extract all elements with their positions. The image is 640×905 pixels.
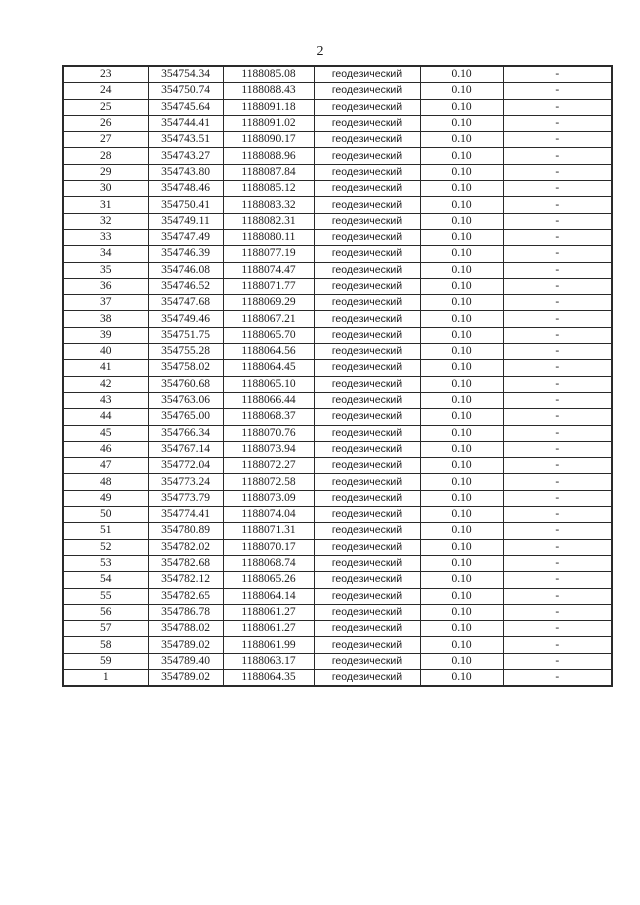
description-cell: - [503, 164, 612, 180]
description-cell: - [503, 197, 612, 213]
x-coordinate-cell: 354789.02 [148, 637, 223, 653]
point-number-cell: 36 [63, 278, 148, 294]
method-cell: геодезический [314, 132, 420, 148]
description-cell: - [503, 148, 612, 164]
x-coordinate-cell: 354774.41 [148, 507, 223, 523]
table-row [63, 523, 612, 539]
point-number-cell: 25 [63, 99, 148, 115]
method-cell: геодезический [314, 181, 420, 197]
y-coordinate-cell: 1188088.96 [223, 148, 314, 164]
method-cell: геодезический [314, 474, 420, 490]
y-coordinate-cell: 1188068.74 [223, 555, 314, 571]
point-number-cell: 34 [63, 246, 148, 262]
accuracy-cell: 0.10 [420, 262, 503, 278]
table-row [63, 604, 612, 620]
description-cell: - [503, 246, 612, 262]
method-cell: геодезический [314, 327, 420, 343]
description-cell: - [503, 539, 612, 555]
table-row [63, 229, 612, 245]
table-row [63, 262, 612, 278]
point-number-cell: 41 [63, 360, 148, 376]
accuracy-cell: 0.10 [420, 148, 503, 164]
accuracy-cell: 0.10 [420, 490, 503, 506]
method-cell: геодезический [314, 66, 420, 83]
description-cell: - [503, 344, 612, 360]
method-cell: геодезический [314, 409, 420, 425]
x-coordinate-cell: 354751.75 [148, 327, 223, 343]
x-coordinate-cell: 354766.34 [148, 425, 223, 441]
method-cell: геодезический [314, 83, 420, 99]
description-cell: - [503, 311, 612, 327]
accuracy-cell: 0.10 [420, 539, 503, 555]
description-cell: - [503, 392, 612, 408]
method-cell: геодезический [314, 344, 420, 360]
table-row [63, 213, 612, 229]
y-coordinate-cell: 1188070.76 [223, 425, 314, 441]
point-number-cell: 52 [63, 539, 148, 555]
method-cell: геодезический [314, 376, 420, 392]
description-cell: - [503, 115, 612, 131]
description-cell: - [503, 572, 612, 588]
point-number-cell: 59 [63, 653, 148, 669]
accuracy-cell: 0.10 [420, 83, 503, 99]
method-cell: геодезический [314, 262, 420, 278]
x-coordinate-cell: 354772.04 [148, 458, 223, 474]
page-number: 2 [316, 44, 324, 59]
y-coordinate-cell: 1188091.18 [223, 99, 314, 115]
method-cell: геодезический [314, 392, 420, 408]
description-cell: - [503, 669, 612, 686]
method-cell: геодезический [314, 653, 420, 669]
accuracy-cell: 0.10 [420, 604, 503, 620]
description-cell: - [503, 409, 612, 425]
point-number-cell: 1 [63, 669, 148, 686]
accuracy-cell: 0.10 [420, 474, 503, 490]
y-coordinate-cell: 1188064.14 [223, 588, 314, 604]
accuracy-cell: 0.10 [420, 164, 503, 180]
y-coordinate-cell: 1188061.99 [223, 637, 314, 653]
point-number-cell: 49 [63, 490, 148, 506]
table-row [63, 83, 612, 99]
point-number-cell: 45 [63, 425, 148, 441]
table-row [63, 181, 612, 197]
description-cell: - [503, 555, 612, 571]
description-cell: - [503, 213, 612, 229]
table-row [63, 409, 612, 425]
y-coordinate-cell: 1188077.19 [223, 246, 314, 262]
table-row [63, 360, 612, 376]
table-row [63, 99, 612, 115]
method-cell: геодезический [314, 523, 420, 539]
method-cell: геодезический [314, 588, 420, 604]
accuracy-cell: 0.10 [420, 181, 503, 197]
method-cell: геодезический [314, 295, 420, 311]
method-cell: геодезический [314, 490, 420, 506]
accuracy-cell: 0.10 [420, 376, 503, 392]
table-row [63, 653, 612, 669]
x-coordinate-cell: 354765.00 [148, 409, 223, 425]
point-number-cell: 53 [63, 555, 148, 571]
description-cell: - [503, 132, 612, 148]
description-cell: - [503, 474, 612, 490]
y-coordinate-cell: 1188073.09 [223, 490, 314, 506]
method-cell: геодезический [314, 311, 420, 327]
accuracy-cell: 0.10 [420, 197, 503, 213]
accuracy-cell: 0.10 [420, 458, 503, 474]
method-cell: геодезический [314, 99, 420, 115]
point-number-cell: 32 [63, 213, 148, 229]
x-coordinate-cell: 354789.02 [148, 669, 223, 686]
description-cell: - [503, 604, 612, 620]
point-number-cell: 54 [63, 572, 148, 588]
method-cell: геодезический [314, 572, 420, 588]
point-number-cell: 56 [63, 604, 148, 620]
accuracy-cell: 0.10 [420, 295, 503, 311]
x-coordinate-cell: 354789.40 [148, 653, 223, 669]
description-cell: - [503, 458, 612, 474]
description-cell: - [503, 621, 612, 637]
table-row [63, 507, 612, 523]
accuracy-cell: 0.10 [420, 425, 503, 441]
point-number-cell: 28 [63, 148, 148, 164]
x-coordinate-cell: 354746.08 [148, 262, 223, 278]
accuracy-cell: 0.10 [420, 360, 503, 376]
x-coordinate-cell: 354773.79 [148, 490, 223, 506]
table-row [63, 425, 612, 441]
description-cell: - [503, 490, 612, 506]
point-number-cell: 30 [63, 181, 148, 197]
method-cell: геодезический [314, 246, 420, 262]
method-cell: геодезический [314, 278, 420, 294]
x-coordinate-cell: 354754.34 [148, 66, 223, 83]
method-cell: геодезический [314, 115, 420, 131]
point-number-cell: 55 [63, 588, 148, 604]
y-coordinate-cell: 1188068.37 [223, 409, 314, 425]
accuracy-cell: 0.10 [420, 246, 503, 262]
y-coordinate-cell: 1188085.12 [223, 181, 314, 197]
y-coordinate-cell: 1188065.70 [223, 327, 314, 343]
accuracy-cell: 0.10 [420, 572, 503, 588]
coordinates-table [62, 65, 613, 687]
method-cell: геодезический [314, 425, 420, 441]
description-cell: - [503, 523, 612, 539]
method-cell: геодезический [314, 669, 420, 686]
accuracy-cell: 0.10 [420, 344, 503, 360]
x-coordinate-cell: 354745.64 [148, 99, 223, 115]
accuracy-cell: 0.10 [420, 213, 503, 229]
x-coordinate-cell: 354767.14 [148, 441, 223, 457]
accuracy-cell: 0.10 [420, 669, 503, 686]
accuracy-cell: 0.10 [420, 441, 503, 457]
accuracy-cell: 0.10 [420, 66, 503, 83]
table-row [63, 572, 612, 588]
point-number-cell: 50 [63, 507, 148, 523]
x-coordinate-cell: 354748.46 [148, 181, 223, 197]
description-cell: - [503, 278, 612, 294]
table-row [63, 344, 612, 360]
x-coordinate-cell: 354747.68 [148, 295, 223, 311]
point-number-cell: 46 [63, 441, 148, 457]
y-coordinate-cell: 1188061.27 [223, 604, 314, 620]
description-cell: - [503, 327, 612, 343]
x-coordinate-cell: 354782.68 [148, 555, 223, 571]
x-coordinate-cell: 354743.27 [148, 148, 223, 164]
table-row [63, 588, 612, 604]
method-cell: геодезический [314, 164, 420, 180]
point-number-cell: 27 [63, 132, 148, 148]
point-number-cell: 26 [63, 115, 148, 131]
accuracy-cell: 0.10 [420, 115, 503, 131]
accuracy-cell: 0.10 [420, 523, 503, 539]
accuracy-cell: 0.10 [420, 132, 503, 148]
x-coordinate-cell: 354788.02 [148, 621, 223, 637]
table-row [63, 295, 612, 311]
point-number-cell: 23 [63, 66, 148, 83]
accuracy-cell: 0.10 [420, 588, 503, 604]
y-coordinate-cell: 1188083.32 [223, 197, 314, 213]
accuracy-cell: 0.10 [420, 637, 503, 653]
y-coordinate-cell: 1188064.56 [223, 344, 314, 360]
x-coordinate-cell: 354786.78 [148, 604, 223, 620]
y-coordinate-cell: 1188074.47 [223, 262, 314, 278]
table-row [63, 669, 612, 686]
y-coordinate-cell: 1188070.17 [223, 539, 314, 555]
point-number-cell: 57 [63, 621, 148, 637]
y-coordinate-cell: 1188082.31 [223, 213, 314, 229]
table-row [63, 474, 612, 490]
method-cell: геодезический [314, 360, 420, 376]
description-cell: - [503, 262, 612, 278]
y-coordinate-cell: 1188080.11 [223, 229, 314, 245]
method-cell: геодезический [314, 197, 420, 213]
table-row [63, 392, 612, 408]
table-row [63, 197, 612, 213]
point-number-cell: 47 [63, 458, 148, 474]
description-cell: - [503, 441, 612, 457]
point-number-cell: 37 [63, 295, 148, 311]
x-coordinate-cell: 354782.65 [148, 588, 223, 604]
x-coordinate-cell: 354749.46 [148, 311, 223, 327]
table-row [63, 621, 612, 637]
x-coordinate-cell: 354750.41 [148, 197, 223, 213]
accuracy-cell: 0.10 [420, 99, 503, 115]
accuracy-cell: 0.10 [420, 311, 503, 327]
y-coordinate-cell: 1188091.02 [223, 115, 314, 131]
accuracy-cell: 0.10 [420, 278, 503, 294]
y-coordinate-cell: 1188065.26 [223, 572, 314, 588]
accuracy-cell: 0.10 [420, 621, 503, 637]
x-coordinate-cell: 354746.52 [148, 278, 223, 294]
point-number-cell: 33 [63, 229, 148, 245]
description-cell: - [503, 507, 612, 523]
table-row [63, 278, 612, 294]
table-row [63, 164, 612, 180]
accuracy-cell: 0.10 [420, 327, 503, 343]
method-cell: геодезический [314, 148, 420, 164]
table-row [63, 115, 612, 131]
description-cell: - [503, 181, 612, 197]
table-row [63, 539, 612, 555]
y-coordinate-cell: 1188069.29 [223, 295, 314, 311]
x-coordinate-cell: 354749.11 [148, 213, 223, 229]
y-coordinate-cell: 1188064.35 [223, 669, 314, 686]
description-cell: - [503, 376, 612, 392]
accuracy-cell: 0.10 [420, 555, 503, 571]
point-number-cell: 38 [63, 311, 148, 327]
method-cell: геодезический [314, 539, 420, 555]
y-coordinate-cell: 1188071.77 [223, 278, 314, 294]
table-row [63, 490, 612, 506]
point-number-cell: 51 [63, 523, 148, 539]
table-row [63, 555, 612, 571]
x-coordinate-cell: 354755.28 [148, 344, 223, 360]
table-row [63, 458, 612, 474]
accuracy-cell: 0.10 [420, 507, 503, 523]
table-row [63, 148, 612, 164]
table-row [63, 132, 612, 148]
x-coordinate-cell: 354758.02 [148, 360, 223, 376]
x-coordinate-cell: 354782.02 [148, 539, 223, 555]
x-coordinate-cell: 354763.06 [148, 392, 223, 408]
description-cell: - [503, 360, 612, 376]
method-cell: геодезический [314, 229, 420, 245]
point-number-cell: 58 [63, 637, 148, 653]
y-coordinate-cell: 1188088.43 [223, 83, 314, 99]
description-cell: - [503, 425, 612, 441]
description-cell: - [503, 66, 612, 83]
accuracy-cell: 0.10 [420, 229, 503, 245]
point-number-cell: 35 [63, 262, 148, 278]
coordinates-table-body [63, 66, 612, 686]
y-coordinate-cell: 1188087.84 [223, 164, 314, 180]
y-coordinate-cell: 1188072.27 [223, 458, 314, 474]
x-coordinate-cell: 354780.89 [148, 523, 223, 539]
description-cell: - [503, 653, 612, 669]
y-coordinate-cell: 1188085.08 [223, 66, 314, 83]
table-row [63, 311, 612, 327]
y-coordinate-cell: 1188071.31 [223, 523, 314, 539]
x-coordinate-cell: 354773.24 [148, 474, 223, 490]
y-coordinate-cell: 1188063.17 [223, 653, 314, 669]
y-coordinate-cell: 1188090.17 [223, 132, 314, 148]
y-coordinate-cell: 1188066.44 [223, 392, 314, 408]
method-cell: геодезический [314, 555, 420, 571]
x-coordinate-cell: 354747.49 [148, 229, 223, 245]
description-cell: - [503, 99, 612, 115]
y-coordinate-cell: 1188065.10 [223, 376, 314, 392]
table-row [63, 441, 612, 457]
accuracy-cell: 0.10 [420, 409, 503, 425]
x-coordinate-cell: 354760.68 [148, 376, 223, 392]
y-coordinate-cell: 1188073.94 [223, 441, 314, 457]
x-coordinate-cell: 354782.12 [148, 572, 223, 588]
y-coordinate-cell: 1188072.58 [223, 474, 314, 490]
point-number-cell: 43 [63, 392, 148, 408]
point-number-cell: 48 [63, 474, 148, 490]
description-cell: - [503, 637, 612, 653]
x-coordinate-cell: 354746.39 [148, 246, 223, 262]
method-cell: геодезический [314, 213, 420, 229]
accuracy-cell: 0.10 [420, 653, 503, 669]
description-cell: - [503, 83, 612, 99]
table-row [63, 66, 612, 83]
x-coordinate-cell: 354750.74 [148, 83, 223, 99]
table-row [63, 327, 612, 343]
method-cell: геодезический [314, 458, 420, 474]
point-number-cell: 29 [63, 164, 148, 180]
table-row [63, 376, 612, 392]
method-cell: геодезический [314, 507, 420, 523]
method-cell: геодезический [314, 621, 420, 637]
point-number-cell: 42 [63, 376, 148, 392]
description-cell: - [503, 588, 612, 604]
x-coordinate-cell: 354743.80 [148, 164, 223, 180]
y-coordinate-cell: 1188064.45 [223, 360, 314, 376]
point-number-cell: 24 [63, 83, 148, 99]
point-number-cell: 39 [63, 327, 148, 343]
table-row [63, 637, 612, 653]
point-number-cell: 40 [63, 344, 148, 360]
y-coordinate-cell: 1188061.27 [223, 621, 314, 637]
y-coordinate-cell: 1188067.21 [223, 311, 314, 327]
table-row [63, 246, 612, 262]
method-cell: геодезический [314, 441, 420, 457]
method-cell: геодезический [314, 604, 420, 620]
y-coordinate-cell: 1188074.04 [223, 507, 314, 523]
x-coordinate-cell: 354743.51 [148, 132, 223, 148]
description-cell: - [503, 295, 612, 311]
method-cell: геодезический [314, 637, 420, 653]
point-number-cell: 31 [63, 197, 148, 213]
x-coordinate-cell: 354744.41 [148, 115, 223, 131]
accuracy-cell: 0.10 [420, 392, 503, 408]
point-number-cell: 44 [63, 409, 148, 425]
description-cell: - [503, 229, 612, 245]
